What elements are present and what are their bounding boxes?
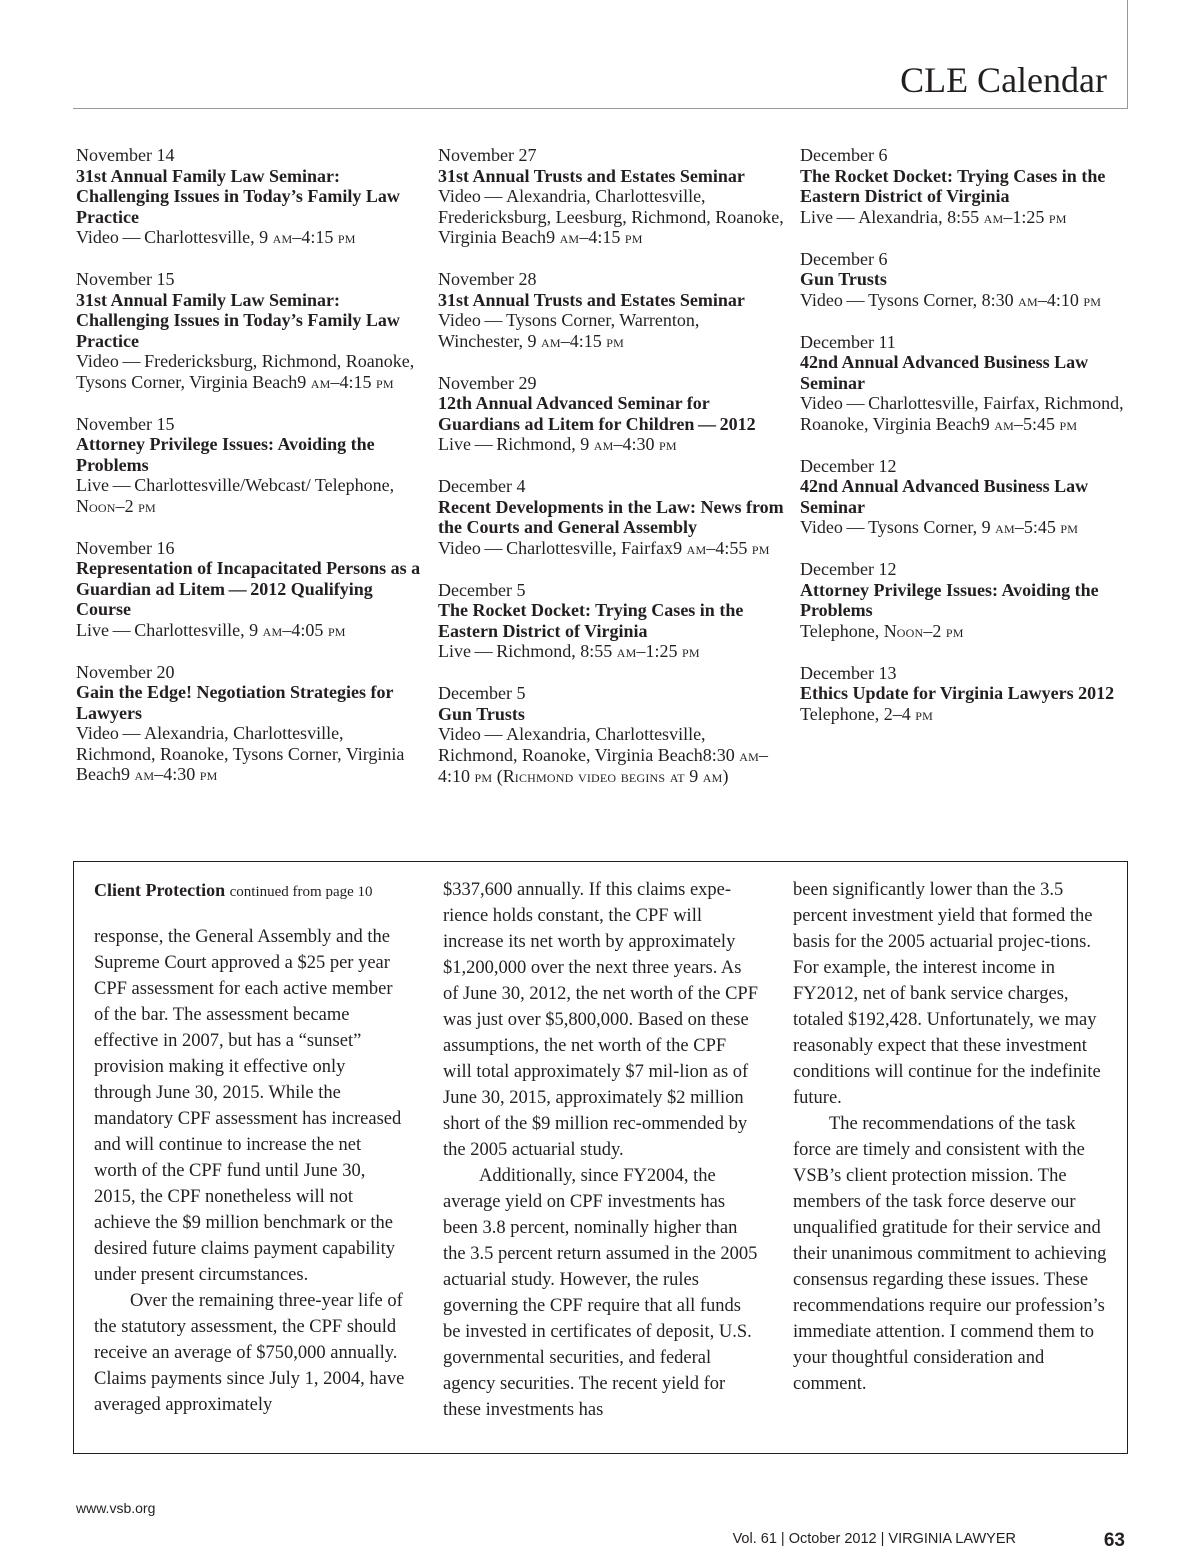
- event-detail-segment: 9: [980, 413, 995, 434]
- event-title: Ethics Update for Virginia Lawyers 2012: [800, 683, 1115, 703]
- event-detail-segment: –4:10: [438, 744, 768, 786]
- event-detail-segment: pm: [658, 435, 677, 454]
- event-details: [438, 641, 788, 663]
- event-date: December 12: [800, 559, 897, 579]
- event-detail-segment: am: [616, 642, 637, 661]
- event-detail-segment: oon: [89, 496, 116, 516]
- event-title: Representation of Incapacitated Persons as a Guardian ad Litem — 2012 Qualifying Course: [76, 558, 421, 619]
- event-date: November 15: [76, 413, 175, 434]
- page-header: [0, 0, 1200, 110]
- event-title: The Rocket Docket: Trying Cases in the Eastern District of Virginia: [438, 600, 744, 641]
- event-detail-segment: am: [739, 745, 759, 765]
- event-date: December 4: [438, 476, 526, 496]
- event-detail-segment: Live — Alexandria, 8:55: [800, 206, 984, 227]
- event-detail-segment: pm: [327, 620, 346, 640]
- event-title: The Rocket Docket: Trying Cases in the Eastern District of Virginia: [800, 165, 1106, 206]
- event-title: Recent Developments in the Law: News from the Courts and General Assembly: [438, 496, 784, 537]
- event-details: [438, 538, 788, 560]
- event-date: November 29: [438, 372, 537, 393]
- event-detail-segment: pm: [606, 331, 625, 351]
- event-detail-segment: pm: [681, 642, 700, 661]
- event-detail-segment: 8:30: [702, 744, 740, 765]
- event-title: Gun Trusts: [438, 703, 525, 724]
- event-detail-segment: am: [994, 414, 1014, 434]
- event-detail-segment: –4:30: [613, 434, 659, 454]
- event-detail-segment: Video — Fredericksburg, Richmond, Roanoke, Tysons Corner, Virginia Beach: [76, 351, 415, 392]
- article-column-2: [443, 877, 759, 1423]
- calendar-event: [800, 249, 1150, 312]
- calendar-event: [800, 456, 1150, 539]
- event-detail-segment: –4:15: [330, 371, 377, 392]
- event-details: [76, 475, 426, 517]
- event-detail-segment: am: [1018, 290, 1038, 310]
- calendar-event: [800, 332, 1150, 436]
- event-title: Gain the Edge! Negotiation Strategies for Lawyers: [76, 682, 394, 723]
- event-detail-segment: am: [272, 228, 293, 247]
- event-details: [800, 207, 1150, 229]
- calendar-event: [800, 145, 1150, 228]
- event-detail-segment: –4:15: [560, 330, 607, 351]
- event-detail-segment: Video — Charlottesville, 9: [76, 227, 273, 247]
- event-date: November 28: [438, 269, 537, 289]
- calendar-event: [438, 580, 788, 663]
- article-title: Client Protection: [94, 880, 226, 900]
- calendar-event: [800, 559, 1150, 642]
- event-date: December 5: [438, 579, 526, 600]
- event-title: 42nd Annual Advanced Business Law Seminar: [800, 476, 1089, 517]
- event-title: 31st Annual Trusts and Estates Seminar: [438, 165, 745, 186]
- calendar-event: [76, 145, 426, 249]
- event-detail-segment: Live — Charlottesville, 9: [76, 619, 263, 640]
- event-detail-segment: –2: [115, 495, 139, 516]
- article-paragraph: $337,600 annually. If this claims expe-rience holds constant, the CPF will increase its net worth by approximately $1,200,000 over the next three years. As of June 30, 2012, the net worth of the CPF was just over $5,800,000. Based on these assumptions, the net worth of the CPF will total approximately $7 mil-lion as of June 30, 2015, approximately $2 million short of the $9 million rec-ommended by the 2005 actuarial study.: [443, 880, 758, 1160]
- event-detail-segment: Live — Charlottesville/Webcast/ Telephone, N: [76, 475, 395, 516]
- event-detail-segment: pm: [1048, 207, 1067, 227]
- event-detail-segment: –1:25: [1003, 206, 1049, 227]
- event-date: December 6: [800, 248, 888, 269]
- event-detail-segment: Video — Tysons Corner, 8:30: [800, 289, 1019, 310]
- event-title: 31st Annual Family Law Seminar: Challenging Issues in Today’s Family Law Practice: [76, 289, 400, 351]
- calendar-column-3: [800, 145, 1150, 746]
- event-detail-segment: pm: [751, 538, 770, 558]
- event-details: [76, 227, 426, 249]
- event-details: [76, 351, 426, 393]
- event-detail-segment: Telephone, 2–4: [800, 703, 916, 724]
- event-detail-segment: Live — Richmond, 9: [438, 434, 594, 454]
- event-detail-segment: pm: [199, 765, 218, 784]
- event-detail-segment: pm: [915, 704, 933, 724]
- event-details: [438, 434, 788, 456]
- event-detail-segment: am: [541, 331, 561, 351]
- event-detail-segment: pm: [1059, 414, 1078, 434]
- event-detail-segment: Video — Charlottesville, Fairfax: [438, 537, 674, 558]
- event-detail-segment: pm: [138, 496, 156, 516]
- event-detail-segment: –1:25: [636, 641, 682, 661]
- event-date: December 5: [438, 683, 526, 703]
- calendar-event: [76, 414, 426, 518]
- event-title: 42nd Annual Advanced Business Law Seminar: [800, 352, 1089, 393]
- header-horizontal-rule: [73, 108, 1128, 109]
- event-detail-segment: 9: [297, 371, 311, 392]
- event-detail-segment: Video — Tysons Corner, 9: [800, 517, 996, 537]
- event-detail-segment: –4:55: [706, 537, 752, 558]
- calendar-event: [800, 663, 1150, 726]
- event-detail-segment: Video — Charlottesville, Fairfax, Richmond, Roanoke, Virginia Beach: [800, 393, 1124, 434]
- event-date: November 16: [76, 537, 175, 558]
- event-detail-segment: pm: [1060, 518, 1079, 537]
- event-title: Gun Trusts: [800, 269, 887, 289]
- event-detail-segment: Video — Alexandria, Charlottesville, Fredericksburg, Leesburg, Richmond, Roanoke, Virginia Beach: [438, 186, 784, 247]
- event-detail-segment: –4:05: [282, 619, 328, 640]
- client-protection-article-box: [73, 861, 1128, 1454]
- calendar-event: [76, 662, 426, 786]
- event-detail-segment: Live — Richmond, 8:55: [438, 641, 617, 661]
- calendar-event: [76, 538, 426, 642]
- event-detail-segment: am: [310, 372, 331, 392]
- article-continued-note: continued from page 10: [229, 884, 373, 900]
- calendar-column-2: [438, 145, 788, 808]
- event-date: November 14: [76, 145, 175, 165]
- event-date: December 6: [800, 145, 888, 165]
- website-link[interactable]: www.vsb.org: [76, 1500, 156, 1516]
- event-title: Attorney Privilege Issues: Avoiding the Problems: [800, 579, 1099, 620]
- event-detail-segment: 9: [673, 537, 687, 558]
- event-detail-segment: Telephone, N: [800, 620, 897, 641]
- event-title: Attorney Privilege Issues: Avoiding the Problems: [76, 434, 375, 475]
- event-details: [76, 620, 426, 642]
- event-detail-segment: am: [702, 767, 723, 786]
- event-detail-segment: am: [559, 228, 580, 247]
- event-detail-segment: –5:45: [1014, 517, 1061, 537]
- event-details: [800, 704, 1150, 726]
- calendar-column-1: [76, 145, 426, 806]
- calendar-event: [76, 269, 426, 393]
- event-detail-segment: pm: [1083, 290, 1102, 310]
- article-paragraph: response, the General Assembly and the Supreme Court approved a $25 per year CPF assessment for each active member of the bar. The assessment became effective in 2007, but has a “sunset” provision making it effective only through June 30, 2015. While the mandatory CPF assessment has increased and will continue to increase the net worth of the CPF fund until June 30, 2015, the CPF nonetheless will not achieve the $9 million benchmark or the desired future claims payment capability under present circumstances.: [94, 927, 402, 1285]
- event-detail-segment: am: [686, 538, 707, 558]
- event-date: November 15: [76, 269, 175, 289]
- event-details: [438, 186, 788, 249]
- event-detail-segment: Video — Tysons Corner, Warrenton, Winchester, 9: [438, 310, 700, 351]
- event-detail-segment: pm: [945, 621, 964, 641]
- event-details: [800, 290, 1150, 312]
- event-detail-segment: ichmond video begins at: [514, 767, 685, 786]
- event-details: [800, 621, 1150, 643]
- event-detail-segment: –4:30: [154, 764, 200, 784]
- issue-info: Vol. 61 | October 2012 | VIRGINIA LAWYER: [732, 1531, 1016, 1547]
- event-detail-segment: 9: [120, 764, 135, 784]
- event-detail-segment: oon: [896, 621, 924, 641]
- article-paragraph: been significantly lower than the 3.5 percent investment yield that formed the basis for the 2005 actuarial projec-tions. For example, the interest income in FY2012, net of bank service charges, totaled $192,428. Unfortunately, we may reasonably expect that these investment conditions will continue for the indefinite future.: [793, 880, 1101, 1108]
- event-detail-segment: pm: [624, 228, 643, 247]
- header-vertical-rule: [1127, 0, 1128, 108]
- event-details: [800, 517, 1150, 539]
- event-detail-segment: am: [995, 518, 1015, 537]
- event-detail-segment: –4:15: [579, 227, 625, 247]
- event-detail-segment: Video — Alexandria, Charlottesville, Richmond, Roanoke, Tysons Corner, Virginia Beach: [76, 723, 405, 784]
- event-details: [438, 310, 788, 352]
- calendar-event: [438, 373, 788, 456]
- event-detail-segment: –5:45: [1013, 413, 1060, 434]
- section-title: CLE Calendar: [900, 60, 1107, 100]
- article-heading: [94, 877, 424, 905]
- calendar-event: [438, 683, 788, 788]
- event-detail-segment: –4:10: [1037, 289, 1084, 310]
- event-detail-segment: pm: [474, 767, 493, 786]
- article-paragraph: The recommendations of the task force are timely and consistent with the VSB’s client protection mission. The members of the task force deserve our unqualified gratitude for their service and their unanimous commitment to achieving consensus regarding these issues. These recommendations require our profession’s immediate attention. I commend them to your thoughtful consideration and comment.: [793, 1114, 1107, 1394]
- event-detail-segment: ): [722, 766, 729, 786]
- event-detail-segment: am: [262, 620, 283, 640]
- event-detail-segment: am: [593, 435, 614, 454]
- article-column-3: [793, 877, 1109, 1397]
- event-date: November 27: [438, 145, 537, 165]
- event-details: [76, 723, 426, 786]
- event-date: December 12: [800, 455, 897, 476]
- event-date: December 13: [800, 662, 897, 683]
- event-title: 31st Annual Family Law Seminar: Challenging Issues in Today’s Family Law Practice: [76, 165, 400, 227]
- event-detail-segment: (R: [492, 766, 515, 786]
- event-details: [438, 724, 788, 788]
- event-detail-segment: –4:15: [292, 227, 338, 247]
- event-detail-segment: am: [983, 207, 1004, 227]
- event-detail-segment: Video — Alexandria, Charlottesville, Richmond, Roanoke, Virginia Beach: [438, 724, 706, 765]
- calendar-event: [438, 269, 788, 352]
- article-paragraph: Additionally, since FY2004, the average yield on CPF investments has been 3.8 percent, nominally higher than the 3.5 percent return assumed in the 2005 actuarial study. However, the rules governing the CPF require that all funds be invested in certificates of deposit, U.S. governmental securities, and federal agency securities. The recent yield for these investments has: [443, 1166, 758, 1420]
- article-column-1: [94, 924, 406, 1418]
- event-detail-segment: 9: [546, 227, 560, 247]
- event-title: 12th Annual Advanced Seminar for Guardians ad Litem for Children — 2012: [438, 393, 756, 434]
- event-detail-segment: am: [134, 765, 155, 784]
- event-title: 31st Annual Trusts and Estates Seminar: [438, 289, 745, 310]
- event-date: November 20: [76, 661, 175, 682]
- event-detail-segment: pm: [376, 372, 394, 392]
- article-paragraph: Over the remaining three-year life of the statutory assessment, the CPF should receive an average of $750,000 annually. Claims payments since July 1, 2004, have averaged approximately: [94, 1291, 405, 1415]
- event-detail-segment: 9: [684, 766, 703, 786]
- calendar-event: [438, 145, 788, 249]
- event-detail-segment: –2: [923, 620, 946, 641]
- calendar-event: [438, 476, 788, 559]
- event-detail-segment: pm: [337, 228, 356, 247]
- event-date: December 11: [800, 331, 896, 352]
- page-number: 63: [1103, 1530, 1125, 1551]
- event-details: [800, 393, 1150, 435]
